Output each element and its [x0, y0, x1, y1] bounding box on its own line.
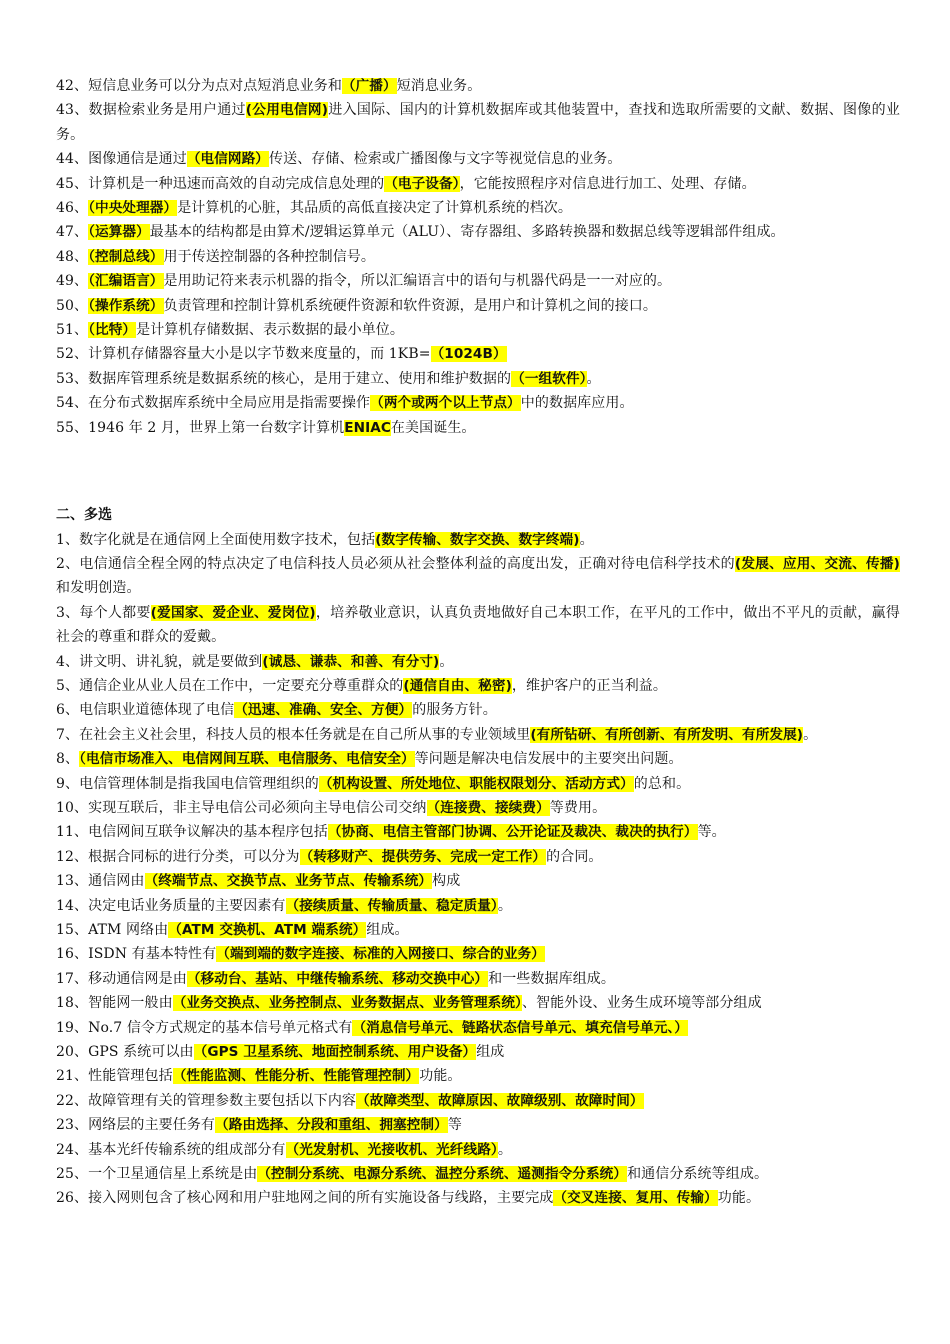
question-item	[56, 1113, 900, 1137]
question-text: 42、短信息业务可以分为点对点短消息业务和	[56, 78, 342, 94]
question-text-tail: 功能。	[717, 1190, 761, 1207]
question-text-tail: 是计算机存储数据、表示数据的最小单位。	[136, 322, 405, 339]
question-text: 10、实现互联后，非主导电信公司必须向主导电信公司交纳	[56, 799, 427, 816]
question-text: 24、基本光纤传输系统的组成部分有	[56, 1141, 286, 1158]
question-text-tail: 组成	[476, 1044, 505, 1061]
multiple-choice-section	[56, 528, 900, 1211]
question-text-tail: 。	[497, 1141, 512, 1158]
highlighted-answer: （中央处理器）	[88, 200, 178, 217]
question-text-tail: 。	[803, 726, 818, 743]
question-item	[56, 1186, 900, 1210]
highlighted-answer: (爱国家、爱企业、爱岗位)	[150, 604, 316, 621]
section-gap	[56, 440, 900, 503]
highlighted-answer: （GPS 卫星系统、地面控制系统、用户设备）	[193, 1044, 477, 1061]
highlighted-answer: （一组软件）	[511, 370, 587, 387]
question-item	[56, 674, 900, 698]
highlighted-answer: (通信自由、秘密)	[403, 677, 512, 694]
question-item	[56, 796, 900, 820]
highlighted-answer: （机构设置、所处地位、职能权限划分、活动方式）	[318, 775, 634, 792]
question-text-tail: 和一些数据库组成。	[488, 970, 615, 987]
highlighted-answer: （转移财产、提供劳务、完成一定工作）	[299, 848, 547, 865]
question-text: 4、讲文明、讲礼貌，就是要做到	[56, 653, 263, 670]
question-text-tail: 短消息业务。	[396, 78, 482, 94]
question-item	[56, 74, 900, 98]
question-item	[56, 1162, 900, 1186]
question-item	[56, 342, 900, 366]
question-item	[56, 1064, 900, 1088]
question-text-tail: 在美国诞生。	[390, 419, 476, 436]
question-text-tail: 。	[497, 897, 512, 914]
question-text: 20、GPS 系统可以由	[56, 1044, 194, 1061]
question-text: 6、电信职业道德体现了电信	[56, 702, 235, 719]
question-text-tail: 等。	[697, 824, 726, 841]
question-item	[56, 98, 900, 147]
question-item	[56, 942, 900, 966]
question-text: 21、性能管理包括	[56, 1068, 173, 1085]
highlighted-answer: （电子设备）	[384, 175, 460, 192]
question-item	[56, 894, 900, 918]
question-text-tail: 是用助记符来表示机器的指令，所以汇编语言中的语句与机器代码是一一对应的。	[163, 273, 672, 290]
question-item	[56, 172, 900, 196]
question-item	[56, 1138, 900, 1162]
question-text: 25、一个卫星通信星上系统是由	[56, 1166, 258, 1183]
highlighted-answer: (公用电信网)	[245, 102, 329, 119]
question-text: 43、数据检索业务是用户通过	[56, 102, 246, 119]
highlighted-answer: （路由选择、分段和重组、拥塞控制）	[215, 1117, 448, 1134]
question-text-tail: 等费用。	[549, 799, 607, 816]
question-text: 9、电信管理体制是指我国电信管理组织的	[56, 775, 319, 792]
highlighted-answer: （协商、电信主管部门协调、公开论证及裁决、裁决的执行）	[327, 824, 698, 841]
question-text: 53、数据库管理系统是数据系统的核心，是用于建立、使用和维护数据的	[56, 370, 512, 387]
question-text-tail: 的服务方针。	[412, 702, 497, 719]
question-text: 17、移动通信网是由	[56, 970, 187, 987]
highlighted-answer: （性能监测、性能分析、性能管理控制）	[172, 1068, 420, 1085]
question-item	[56, 245, 900, 269]
question-item	[56, 601, 900, 650]
question-text-tail: 构成	[432, 873, 461, 890]
question-item	[56, 723, 900, 747]
question-text-tail: 的合同。	[546, 848, 603, 865]
highlighted-answer: （控制总线）	[88, 248, 164, 265]
question-item	[56, 294, 900, 318]
highlighted-answer: （消息信号单元、链路状态信号单元、填充信号单元、）	[352, 1019, 689, 1036]
highlighted-answer: （控制分系统、电源分系统、温控分系统、遥测指令分系统）	[257, 1166, 628, 1183]
question-text: 15、ATM 网络由	[56, 922, 169, 938]
highlighted-answer: （ATM 交换机、ATM 端系统）	[168, 922, 367, 938]
highlighted-answer: (诚恳、谦恭、和善、有分寸)	[262, 653, 440, 670]
question-text: 44、图像通信是通过	[56, 151, 187, 168]
highlighted-answer: （广播）	[341, 78, 397, 94]
question-text-tail: 的总和。	[633, 775, 691, 792]
question-text: 48、	[56, 248, 89, 265]
question-text: 1、数字化就是在通信网上全面使用数字技术，包括	[56, 531, 376, 548]
question-item	[56, 391, 900, 415]
highlighted-answer: （两个或两个以上节点）	[370, 395, 521, 412]
highlighted-answer: （端到端的数字连接、标准的入网接口、综合的业务）	[216, 946, 545, 963]
question-item	[56, 1016, 900, 1040]
highlighted-answer: （操作系统）	[88, 297, 164, 314]
highlighted-answer: （电信网路）	[186, 151, 269, 168]
question-item	[56, 269, 900, 293]
question-item	[56, 772, 900, 796]
highlighted-answer: （移动台、基站、中继传输系统、移动交换中心）	[186, 970, 489, 987]
question-text: 22、故障管理有关的管理参数主要包括以下内容	[56, 1092, 357, 1109]
question-item	[56, 220, 900, 244]
question-item	[56, 820, 900, 844]
highlighted-answer: （终端节点、交换节点、业务节点、传输系统）	[144, 873, 433, 890]
question-text-tail: 和通信分系统等组成。	[627, 1166, 769, 1183]
question-text-tail: ，它能按照程序对信息进行加工、处理、存储。	[459, 175, 756, 192]
question-text-tail: 。	[579, 531, 594, 548]
question-item	[56, 318, 900, 342]
question-text-tail: 组成。	[366, 922, 409, 938]
question-text: 47、	[56, 224, 89, 241]
question-item	[56, 918, 900, 942]
highlighted-answer: (发展、应用、交流、传播)	[734, 555, 900, 572]
question-text: 52、计算机存储器容量大小是以字节数来度量的，而 1KB=	[56, 346, 431, 363]
question-text: 13、通信网由	[56, 873, 145, 890]
question-text: 26、接入网则包含了核心网和用户驻地网之间的所有实施设备与线路，主要完成	[56, 1190, 554, 1207]
question-text-tail: 等	[447, 1117, 462, 1134]
fill-in-section	[56, 74, 900, 440]
question-item	[56, 869, 900, 893]
question-text: 12、根据合同标的进行分类，可以分为	[56, 848, 300, 865]
question-text: 8、	[56, 751, 80, 768]
question-text: 49、	[56, 273, 89, 290]
question-text: 45、计算机是一种迅速而高效的自动完成信息处理的	[56, 175, 385, 192]
question-text: 2、电信通信全程全网的特点决定了电信科技人员必须从社会整体利益的高度出发，正确对待电信科学技术的	[56, 555, 735, 572]
highlighted-answer: （交叉连接、复用、传输）	[553, 1190, 718, 1207]
question-text: 11、电信网间互联争议解决的基本程序包括	[56, 824, 328, 841]
question-item	[56, 1089, 900, 1113]
highlighted-answer: (数字传输、数字交换、数字终端)	[375, 531, 580, 548]
question-text-tail: 进入国际、国内的计算机数据库或其他装置中，查找和选取所需要的文献、数据、图像的业务。	[56, 102, 900, 143]
question-item	[56, 367, 900, 391]
highlighted-answer: （业务交换点、业务控制点、业务数据点、业务管理系统）	[172, 995, 522, 1012]
question-text-tail: 。	[586, 370, 601, 387]
question-text-tail: 用于传送控制器的各种控制信号。	[163, 248, 375, 265]
question-text: 23、网络层的主要任务有	[56, 1117, 216, 1134]
question-text-tail: ，维护客户的正当利益。	[511, 677, 667, 694]
highlighted-answer: ENIAC	[344, 419, 391, 436]
question-text-tail: 是计算机的心脏，其品质的高低直接决定了计算机系统的档次。	[177, 200, 572, 217]
question-text: 14、决定电话业务质量的主要因素有	[56, 897, 286, 914]
question-text-tail: 最基本的结构都是由算术/逻辑运算单元（ALU）、寄存器组、多路转换器和数据总线等逻辑部件组成。	[149, 224, 785, 241]
highlighted-answer: （比特）	[88, 322, 137, 339]
question-item	[56, 967, 900, 991]
highlighted-answer: （故障类型、故障原因、故障级别、故障时间）	[356, 1092, 644, 1109]
highlighted-answer: （接续质量、传输质量、稳定质量）	[285, 897, 498, 914]
highlighted-answer: （运算器）	[88, 224, 150, 241]
section-title: 二、多选	[56, 507, 112, 524]
question-item	[56, 147, 900, 171]
highlighted-answer: （连接费、接续费）	[426, 799, 550, 816]
question-text-tail: 等问题是解决电信发展中的主要突出问题。	[414, 751, 683, 768]
question-item	[56, 991, 900, 1015]
question-item	[56, 552, 900, 601]
question-item	[56, 845, 900, 869]
question-item	[56, 1040, 900, 1064]
question-text-tail: 传送、存储、检索或广播图像与文字等视觉信息的业务。	[269, 151, 622, 168]
question-text-tail: 功能。	[419, 1068, 462, 1085]
question-text: 55、1946 年 2 月，世界上第一台数字计算机	[56, 419, 345, 436]
question-item	[56, 196, 900, 220]
highlighted-answer: （迅速、准确、安全、方便）	[234, 702, 413, 719]
question-text: 46、	[56, 200, 89, 217]
highlighted-answer: （汇编语言）	[88, 273, 164, 290]
question-text: 19、No.7 信令方式规定的基本信号单元格式有	[56, 1019, 353, 1036]
question-text: 3、每个人都要	[56, 604, 151, 621]
question-text: 7、在社会主义社会里，科技人员的根本任务就是在自己所从事的专业领域里	[56, 726, 531, 743]
question-text-tail: 、智能外设、业务生成环境等部分组成	[521, 995, 762, 1012]
question-text: 18、智能网一般由	[56, 995, 173, 1012]
question-text-tail: 中的数据库应用。	[520, 395, 634, 412]
question-text: 5、通信企业从业人员在工作中，一定要充分尊重群众的	[56, 677, 404, 694]
question-text: 16、ISDN 有基本特性有	[56, 946, 217, 963]
question-text: 54、在分布式数据库系统中全局应用是指需要操作	[56, 395, 371, 412]
highlighted-answer: (有所钻研、有所创新、有所发明、有所发展)	[530, 726, 804, 743]
question-text-tail: ，培养敬业意识，认真负责地做好自己本职工作，在平凡的工作中，做出不平凡的贡献，赢得社会的尊重和群众的爱戴。	[56, 604, 900, 646]
question-item	[56, 416, 900, 440]
question-item	[56, 528, 900, 552]
highlighted-answer: （光发射机、光接收机、光纤线路）	[285, 1141, 498, 1158]
question-text: 50、	[56, 297, 89, 314]
question-text-tail: 。	[439, 653, 454, 670]
question-item	[56, 698, 900, 722]
question-text-tail: 和发明创造。	[56, 580, 141, 597]
highlighted-answer: （1024B）	[430, 346, 507, 363]
question-item	[56, 747, 900, 771]
question-item	[56, 650, 900, 674]
question-text: 51、	[56, 322, 89, 339]
highlighted-answer: （电信市场准入、电信网间互联、电信服务、电信安全）	[79, 751, 415, 768]
question-text-tail: 负责管理和控制计算机系统硬件资源和软件资源，是用户和计算机之间的接口。	[163, 297, 657, 314]
